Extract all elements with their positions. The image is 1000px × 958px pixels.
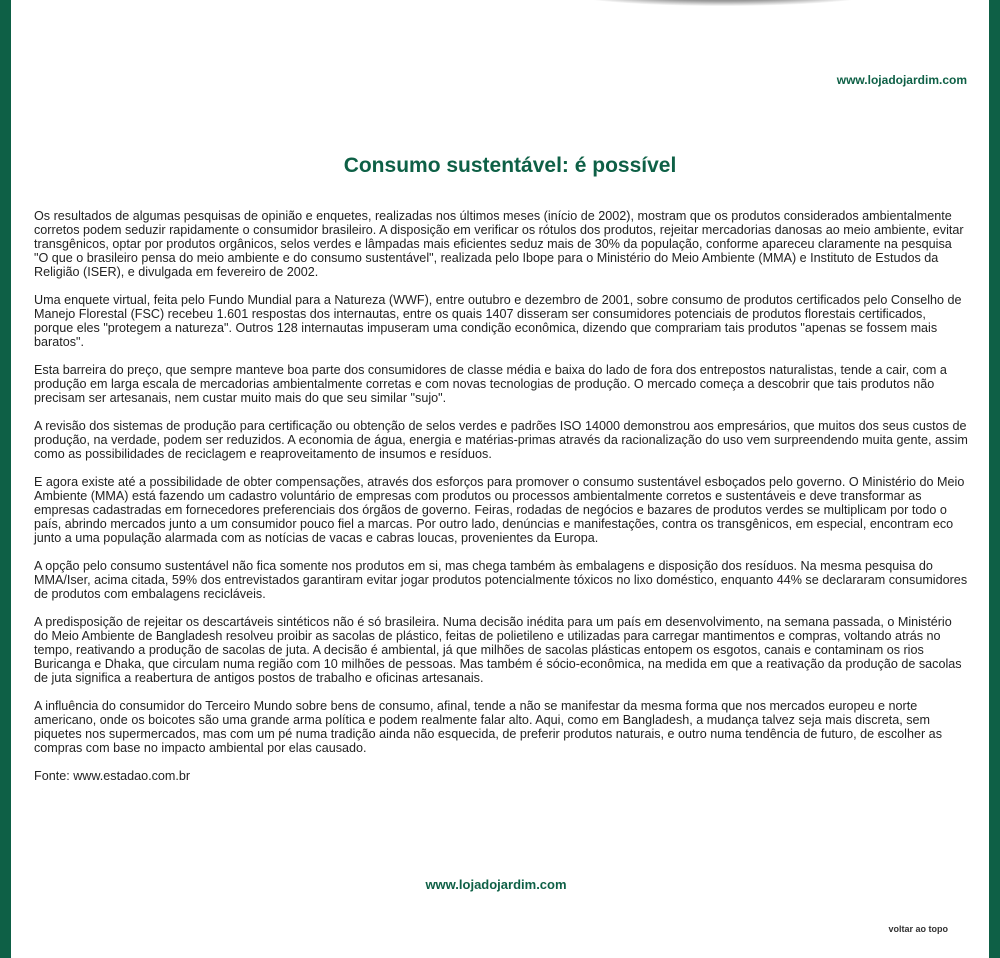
left-frame-border [0,0,11,958]
article-body [34,209,968,797]
article-paragraph: Uma enquete virtual, feita pelo Fundo Mundial para a Natureza (WWF), entre outubro e dezembro de 2001, sobre consumo de produtos certificados pelo Conselho de Manejo Florestal (FSC) recebeu 1.601 respostas dos internautas, entre os quais 1407 disseram ser consumidores potenciais de produtos florestais certificados, porque eles "protegem a natureza". Outros 128 internautas impuseram uma condição econômica, dizendo que comprariam tais produtos "apenas se fossem mais baratos". [34,293,962,349]
right-frame-border [989,0,1000,958]
article-paragraph: Os resultados de algumas pesquisas de opinião e enquetes, realizadas nos últimos meses (início de 2002), mostram que os produtos considerados ambientalmente corretos podem seduzir rapidamente o consumidor brasileiro. A disposição em verificar os rótulos dos produtos, rejeitar mercadorias danosas ao meio ambiente, evitar transgênicos, optar por produtos orgânicos, selos verdes e lâmpadas mais eficientes seduz mais de 30% da população, conforme apareceu claramente na pesquisa "O que o brasileiro pensa do meio ambiente e do consumo sustentável", realizada pelo Ibope para o Ministério do Meio Ambiente (MMA) e Instituto de Estudos da Religião (ISER), e divulgada em fevereiro de 2002. [34,209,964,279]
article-paragraph: A opção pelo consumo sustentável não fica somente nos produtos em si, mas chega também às embalagens e disposição dos resíduos. Na mesma pesquisa do MMA/Iser, acima citada, 59% dos entrevistados garantiram evitar jogar produtos potencialmente tóxicos no lixo doméstico, enquanto 44% se declararam consumidores de produtos com embalagens recicláveis. [34,559,968,601]
header-site-link[interactable]: www.lojadojardim.com [836,73,967,87]
article-paragraph: A predisposição de rejeitar os descartáveis sintéticos não é só brasileira. Numa decisão inédita para um país em desenvolvimento, na semana passada, o Ministério do Meio Ambiente de Bangladesh resolveu proibir as sacolas de plástico, feitas de polietileno e utilizadas para carregar mantimentos e compras, voltando atrás no tempo, reativando a produção de sacolas de juta. A decisão é ambiental, já que milhões de sacolas plásticas entopem os esgotos, canais e contaminam os rios Buricanga e Dhaka, que circulam numa região com 10 milhões de pessoas. Mas também é sócio-econômica, na medida em que a reativação da produção de sacolas de juta significa a reabertura de antigos postos de trabalho e oficinas artesanais. [34,615,962,685]
article-paragraph: A revisão dos sistemas de produção para certificação ou obtenção de selos verdes e padrões ISO 14000 demonstrou aos empresários, que muitos dos seus custos de produção, na verdade, podem ser reduzidos. A economia de água, energia e matérias-primas através da racionalização do uso vem surpreendendo muita gente, assim como as possibilidades de reciclagem e reaproveitamento de insumos e resíduos. [34,419,968,461]
footer-site-link[interactable]: www.lojadojardim.com [425,877,567,892]
article-source: Fonte: www.estadao.com.br [34,769,191,783]
top-decoration [565,0,880,6]
article-paragraph: E agora existe até a possibilidade de obter compensações, através dos esforços para promover o consumo sustentável esboçados pelo governo. O Ministério do Meio Ambiente (MMA) está fazendo um cadastro voluntário de empresas com produtos ou processos ambientalmente corretos e sustentáveis e deve transformar as empresas cadastradas em fornecedores preferenciais dos órgãos de governo. Feiras, rodadas de negócios e bazares de produtos verdes se multiplicam por todo o país, abrindo mercados junto a um consumidor pouco fiel a marcas. Por outro lado, denúncias e manifestações, contra os transgênicos, em especial, encontram eco junto a uma população alarmada com as notícias de vacas e cabras loucas, provenientes da Europa. [34,475,965,545]
article-paragraph: A influência do consumidor do Terceiro Mundo sobre bens de consumo, afinal, tende a não se manifestar da mesma forma que nos mercados europeu e norte americano, onde os boicotes são uma grande arma política e podem realmente falar alto. Aqui, como em Bangladesh, a mudança talvez seja mais discreta, sem piquetes nos supermercados, mas com um pé numa tradição ainda não esquecida, de preferir produtos naturais, e outro numa tendência de futuro, de escolher as compras com base no impacto ambiental por elas causado. [34,699,942,755]
article-paragraph: Esta barreira do preço, que sempre manteve boa parte dos consumidores de classe média e baixa do lado de fora dos entrepostos naturalistas, tende a cair, com a produção em larga escala de mercadorias ambientalmente corretas e com novas tecnologias de produção. O mercado começa a descobrir que tais produtos não precisam ser artesanais, nem custar muito mais do que seu similar "sujo". [34,363,947,405]
page-title: Consumo sustentável: é possível [343,154,677,177]
back-to-top-link[interactable]: voltar ao topo [888,924,948,934]
